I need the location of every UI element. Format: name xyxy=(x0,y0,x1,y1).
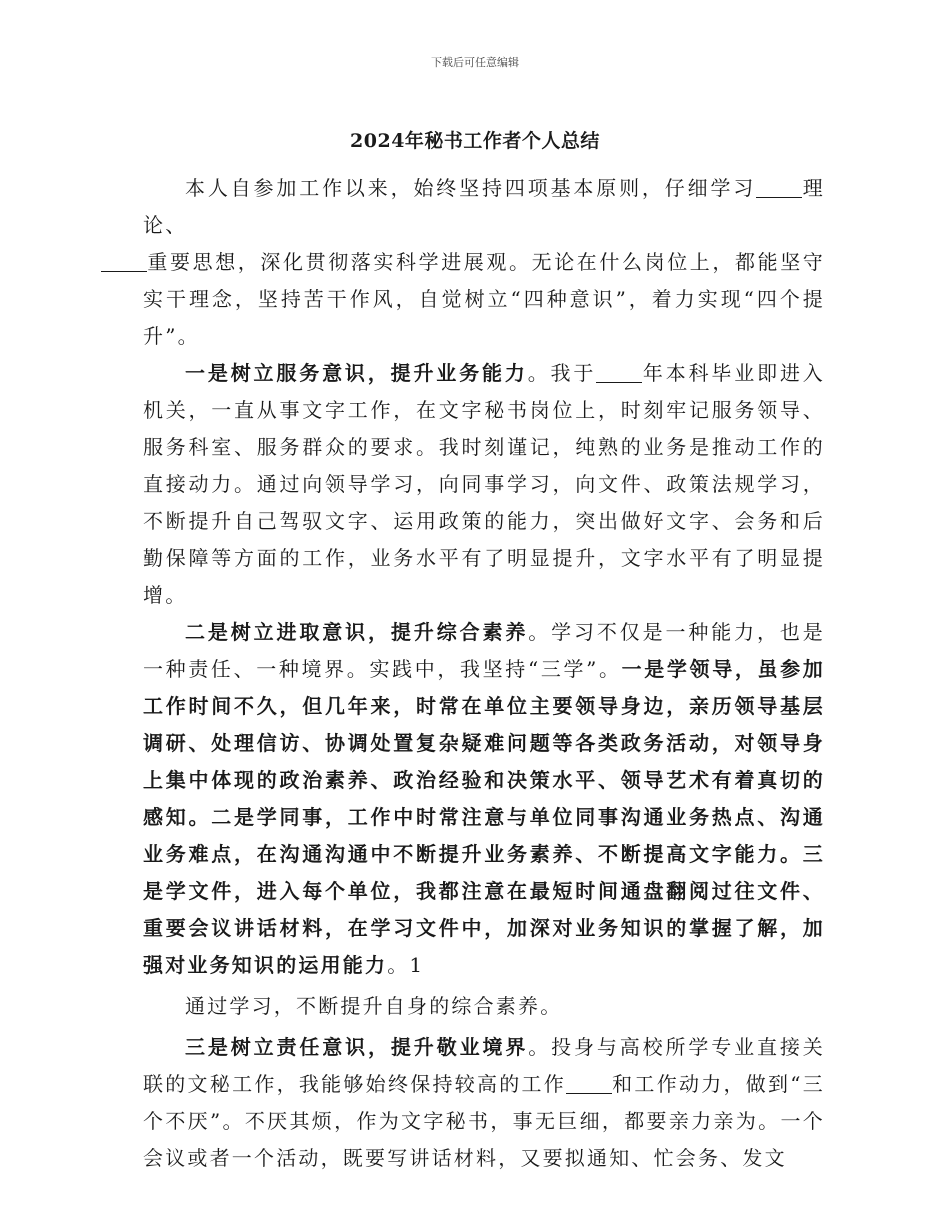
section-heading: 三是树立责任意识，提升敬业境界 xyxy=(185,1035,529,1059)
fill-blank xyxy=(596,362,642,383)
header-note: 下载后可任意编辑 xyxy=(431,56,519,69)
paragraph-text: 。学习不仅是一种能力，也是一种责任、一种境界。实践中，我坚持“三学”。 xyxy=(143,620,825,681)
document-body xyxy=(143,170,825,1177)
paragraph-text: 通过学习，不断提升自身的综合素养。 xyxy=(185,994,563,1018)
paragraph-intro xyxy=(143,170,825,355)
paragraph-text: 。1 xyxy=(387,953,425,977)
fill-blank xyxy=(756,177,802,198)
section-heading: 二是树立进取意识，提升综合素养 xyxy=(185,620,529,644)
fill-blank xyxy=(101,251,147,272)
paragraph-progress xyxy=(143,614,825,984)
paragraph-continuation xyxy=(143,988,825,1025)
paragraph-responsibility xyxy=(143,1029,825,1177)
section-heading: 一是树立服务意识，提升业务能力 xyxy=(185,361,528,385)
document-title: 2024年秘书工作者个人总结 xyxy=(350,130,600,152)
paragraph-text: 本人自参加工作以来，始终坚持四项基本原则，仔细学习 xyxy=(185,176,757,200)
fill-blank xyxy=(566,1073,612,1094)
paragraph-text: 重要思想，深化贯彻落实科学进展观。无论在什么岗位上，都能坚守实干理念，坚持苦干作风，自觉树立“四种意识”，着力实现“四个提升”。 xyxy=(143,250,825,348)
paragraph-service xyxy=(143,355,825,614)
paragraph-text: 理论、 xyxy=(143,176,826,237)
paragraph-text: 。投身与高校所学专业直接关联的文秘工作，我能够始终保持较高的工作 xyxy=(143,1035,825,1096)
paragraph-text: 年本科毕业即进入机关，一直从事文字工作，在文字秘书岗位上，时刻牢记服务领导、服务科室、服务群众的要求。我时刻谨记，纯熟的业务是推动工作的直接动力。通过向领导学习，向同事学习，向文件、政策法规学习，不断提升自己驾驭文字、运用政策的能力，突出做好文字、会务和后勤保障等方面的工作，业务水平有了明显提升，文字水平有了明显提增。 xyxy=(143,361,825,607)
bold-paragraph-text: 一是学领导，虽参加工作时间不久，但几年来，时常在单位主要领导身边，亲历领导基层调研、处理信访、协调处置复杂疑难问题等各类政务活动，对领导身上集中体现的政治素养、政治经验和决策水平、领导艺术有着真切的感知。二是学同事，工作中时常注意与单位同事沟通业务热点、沟通业务难点，在沟通沟通中不断提升业务素养、不断提高文字能力。三是学文件，进入每个单位，我都注意在最短时间通盘翻阅过往文件、重要会议讲话材料，在学习文件中，加深对业务知识的掌握了解，加强对业务知识的运用能力 xyxy=(143,657,825,977)
paragraph-text: 。我于 xyxy=(527,361,597,385)
paragraph-text: 和工作动力，做到“三个不厌”。不厌其烦，作为文字秘书，事无巨细，都要亲力亲为。一个会议或者一个活动，既要写讲话材料，又要拟通知、忙会务、发文 xyxy=(143,1072,825,1170)
